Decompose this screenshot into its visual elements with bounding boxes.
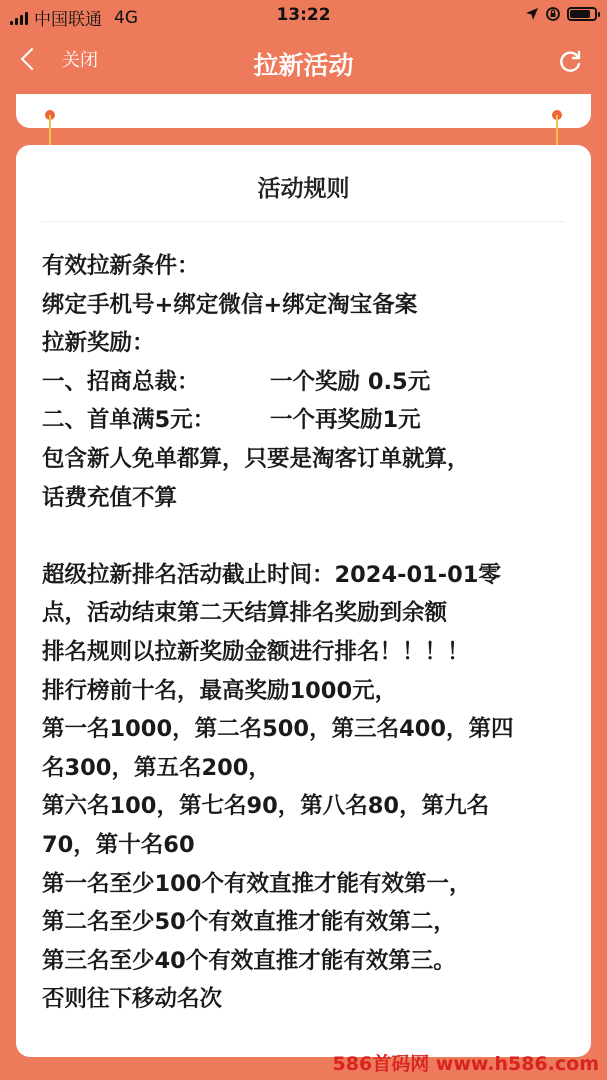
rule-line: 点，活动结束第二天结算排名奖励到余额	[42, 600, 448, 627]
rule-line: 排行榜前十名，最高奖励1000元，	[42, 677, 398, 704]
rules-body	[42, 247, 572, 1019]
divider	[42, 221, 565, 222]
page-title: 拉新活动	[253, 51, 354, 80]
rule-line: 排名规则以拉新奖励金额进行排名！！！！	[42, 638, 470, 665]
rule-line: 话费充值不算	[42, 484, 178, 511]
close-label: 关闭	[62, 50, 98, 71]
rule-line: 第三名至少40个有效直推才能有效第三。	[42, 947, 456, 974]
battery-fill	[570, 10, 590, 18]
network-type: 4G	[114, 7, 138, 28]
reward-value: 一个再奖励1元	[270, 407, 421, 434]
rule-line: 第一名1000，第二名500，第三名400，第四	[42, 716, 514, 743]
status-time: 13:22	[276, 5, 331, 25]
rules-card[interactable]	[16, 145, 591, 1057]
rule-line	[42, 517, 572, 556]
rule-line: 第六名100，第七名90，第八名80，第九名	[42, 793, 490, 820]
rule-line: 有效拉新条件：	[42, 253, 200, 279]
rules-title: 活动规则	[257, 176, 350, 202]
rule-line: 第二名至少50个有效直推才能有效第二，	[42, 909, 456, 936]
lock-rotation-icon	[545, 6, 561, 22]
status-bar	[0, 0, 607, 32]
reward-label: 二、首单满5元：	[42, 407, 216, 434]
rule-line: 包含新人免单都算，只要是淘客订单就算，	[42, 445, 470, 472]
rule-line: 名300，第五名200，	[42, 754, 271, 781]
reward-row	[42, 363, 572, 402]
carrier-name: 中国联通	[34, 10, 102, 30]
watermark: 586首码网 www.h586.com	[332, 1053, 599, 1075]
rule-line: 否则往下移动名次	[42, 986, 223, 1013]
rule-line: 超级拉新排名活动截止时间：2024-01-01零	[42, 561, 501, 588]
status-right	[525, 6, 597, 22]
rule-line: 70，第十名60	[42, 831, 195, 858]
reward-row	[42, 401, 572, 440]
battery-icon	[567, 7, 597, 21]
rule-line: 拉新奖励：	[42, 330, 155, 357]
rule-line: 绑定手机号+绑定微信+绑定淘宝备案	[42, 291, 418, 318]
rule-line: 第一名至少100个有效直推才能有效第一，	[42, 870, 472, 897]
location-icon	[525, 7, 539, 21]
rule-lines-after	[42, 440, 572, 1019]
nav-bar	[0, 32, 607, 94]
reward-value: 一个奖励 0.5元	[270, 368, 431, 395]
top-card	[16, 94, 591, 128]
reward-label: 一、招商总裁：	[42, 368, 200, 395]
refresh-icon[interactable]	[557, 49, 583, 75]
